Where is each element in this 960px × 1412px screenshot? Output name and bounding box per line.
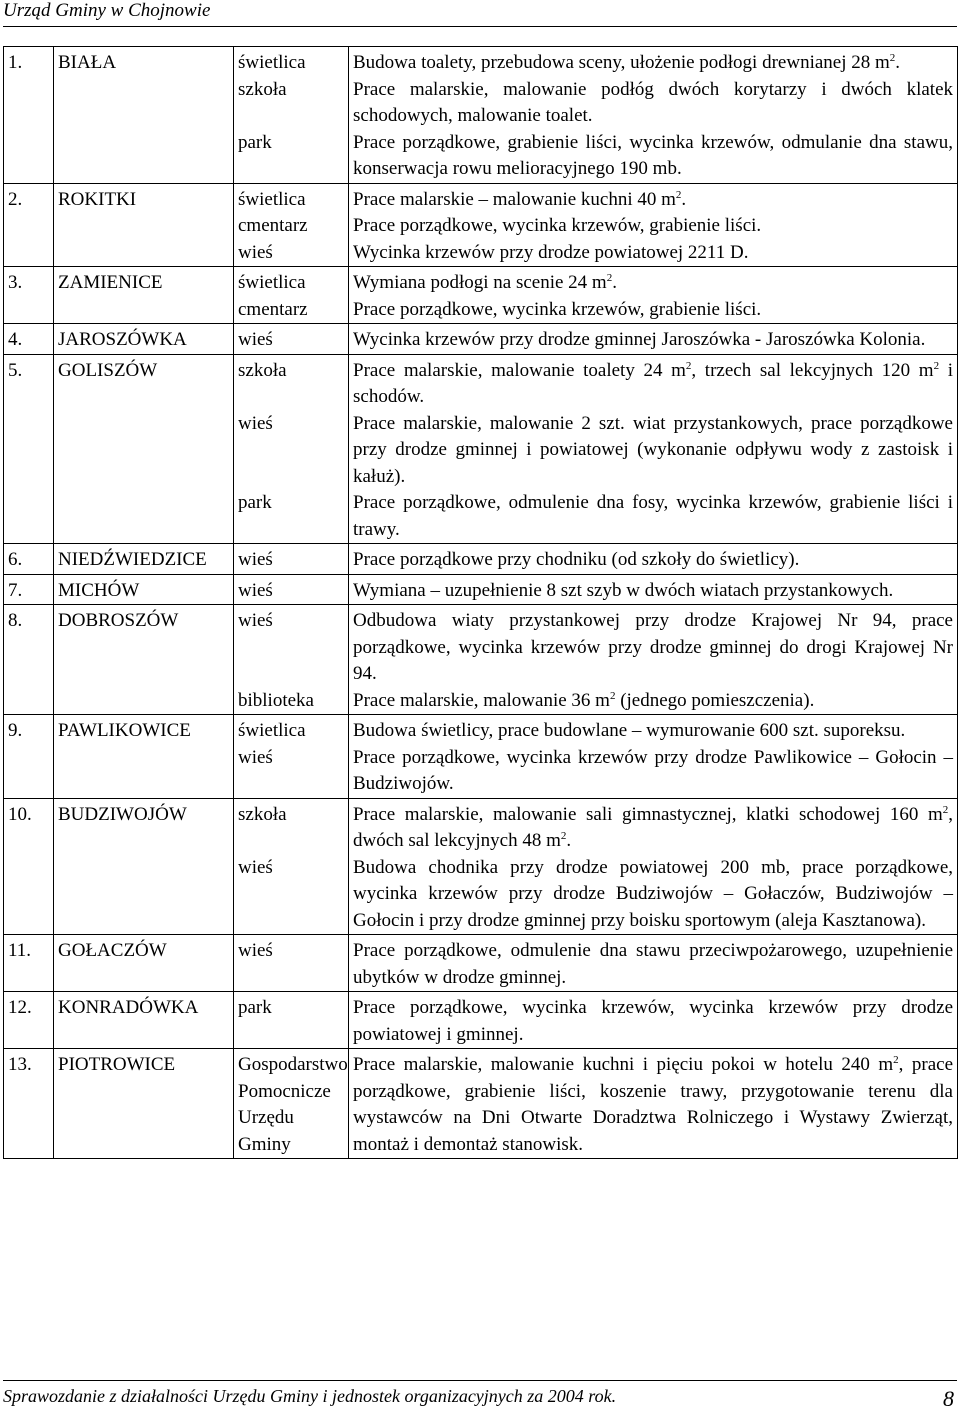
work-description [349,297,958,324]
superscript: 2 [609,689,616,702]
row-number [4,688,54,715]
row-number: 10. [4,798,54,855]
table-row [4,130,958,184]
description-text: Prace porządkowe, wycinka krzewów przy drodze Pawlikowice – Gołocin – Budziwojów. [353,746,953,794]
row-number [4,213,54,240]
table-row [4,574,958,605]
work-description [349,324,958,355]
village-name: KONRADÓWKA [54,992,234,1049]
object-type: świetlica [234,183,349,213]
description-text: Prace malarskie, malowanie toalety 24 m [353,359,686,381]
object-type: szkoła [234,354,349,411]
table-row [4,47,958,77]
work-description [349,715,958,745]
village-name [54,745,234,799]
village-name: BUDZIWOJÓW [54,798,234,855]
village-name: DOBROSZÓW [54,605,234,688]
work-description [349,605,958,688]
table-row [4,935,958,992]
work-description [349,574,958,605]
description-text-cont: i schodów. [353,359,954,407]
description-text: Prace porządkowe, wycinka krzewów, wycinka krzewów przy drodze powiatowej i gminnej. [353,997,953,1045]
description-text: Wymiana podłogi na scenie 24 m [353,272,607,293]
description-text: Prace porządkowe, wycinka krzewów, grabienie liści. [353,298,762,320]
village-name [54,411,234,491]
superscript: 2 [560,830,567,842]
superscript: 2 [685,359,692,372]
row-number: 7. [4,574,54,605]
description-text-cont: , dwóch sal lekcyjnych 48 m [353,803,953,851]
description-text: Prace malarskie, malowanie sali gimnastycznej, klatki schodowej 160 m [353,803,943,825]
table-row [4,605,958,688]
object-type: wieś [234,324,349,355]
work-description [349,411,958,491]
description-text: Budowa toalety, przebudowa sceny, ułożenie podłogi drewnianej 28 m [353,52,890,73]
village-name: BIAŁA [54,47,234,77]
object-type: wieś [234,240,349,267]
row-number [4,855,54,935]
object-type: szkoła [234,798,349,855]
row-number: 1. [4,47,54,77]
row-number [4,297,54,324]
superscript: 2 [675,188,682,201]
description-text: Odbudowa wiaty przystankowej przy drodze Krajowej Nr 94, prace porządkowe, wycinka krzewów przy drodze gminnej do drogi Krajowej Nr 94. [353,610,953,684]
row-number: 9. [4,715,54,745]
row-number [4,130,54,184]
row-number [4,77,54,130]
work-description [349,1049,958,1159]
description-text: Budowa świetlicy, prace budowlane – wymurowanie 600 szt. suporeksu. [353,720,906,741]
description-text: Prace malarskie, malowanie 36 m [353,689,610,711]
object-type: Gospodarstwo Pomocnicze Urzędu Gminy [234,1049,349,1159]
village-name [54,688,234,715]
description-text-cont: . [895,52,901,73]
table-row [4,855,958,935]
table-row [4,992,958,1049]
object-type: świetlica [234,47,349,77]
row-number: 13. [4,1049,54,1159]
work-description [349,183,958,213]
table-row [4,411,958,491]
description-text-cont: (jednego pomieszczenia). [615,689,815,711]
work-description [349,130,958,184]
row-number [4,240,54,267]
work-description [349,992,958,1049]
row-number: 4. [4,324,54,355]
table-row [4,324,958,355]
row-number: 3. [4,267,54,297]
work-description [349,544,958,575]
work-description [349,688,958,715]
table-row [4,354,958,411]
village-name [54,297,234,324]
superscript: 2 [942,803,949,816]
superscript: 2 [606,272,613,284]
object-type: wieś [234,544,349,575]
village-name [54,77,234,130]
object-type: świetlica [234,715,349,745]
object-type: cmentarz [234,297,349,324]
table-row [4,715,958,745]
village-name: ZAMIENICE [54,267,234,297]
works-table [3,46,958,1159]
object-type: wieś [234,855,349,935]
village-name: MICHÓW [54,574,234,605]
row-number: 11. [4,935,54,992]
work-description [349,267,958,297]
work-description [349,935,958,992]
work-description [349,47,958,77]
table-row [4,798,958,855]
object-type: szkoła [234,77,349,130]
village-name [54,240,234,267]
page-number: 8 [943,1386,954,1411]
object-type: wieś [234,605,349,688]
work-description [349,213,958,240]
village-name: ROKITKI [54,183,234,213]
village-name [54,855,234,935]
work-description [349,490,958,544]
superscript: 2 [933,359,940,372]
object-type: cmentarz [234,213,349,240]
superscript: 2 [889,52,896,64]
village-name: JAROSZÓWKA [54,324,234,355]
description-text: Budowa chodnika przy drodze powiatowej 200 mb, prace porządkowe, wycinka krzewów przy drodze Budziwojów – Gołaczów, Budziwojów – Gołocin i przy drodze gminnej przy boisku sportowym (aleja Kasztanowa). [353,856,953,931]
village-name [54,490,234,544]
work-description [349,745,958,799]
table-row [4,213,958,240]
description-text: Prace porządkowe, grabienie liści, wycinka krzewów, odmulanie dna stawu, konserwacja rowu melioracyjnego 190 mb. [353,131,953,179]
object-type: wieś [234,411,349,491]
page-header-title: Urząd Gminy w Chojnowie [3,0,211,21]
description-text: Prace porządkowe przy chodniku (od szkoły do świetlicy). [353,549,800,570]
village-name: GOŁACZÓW [54,935,234,992]
table-row [4,490,958,544]
village-name: PIOTROWICE [54,1049,234,1159]
village-name: PAWLIKOWICE [54,715,234,745]
row-number [4,745,54,799]
description-text: Prace malarskie, malowanie 2 szt. wiat przystankowych, prace porządkowe przy drodze gminnej i powiatowej (wykonanie odpływu wody z zastoisk i kałuż). [353,412,953,487]
row-number [4,411,54,491]
description-text: Prace porządkowe, odmulenie dna stawu przeciwpożarowego, uzupełnienie ubytków w drodze gminnej. [353,940,953,988]
object-type: park [234,992,349,1049]
table-row [4,183,958,213]
description-text-cont: . [566,830,572,851]
table-row [4,688,958,715]
description-text-cont: , prace porządkowe, grabienie liści, koszenie trawy, przygotowanie terenu dla wystawców na Dni Otwarte Doradztwa Rolniczego i Wystawy Zwierząt, montaż i demontaż stanowisk. [353,1054,953,1155]
object-type: park [234,490,349,544]
footer-rule [3,1380,957,1381]
village-name [54,130,234,184]
row-number: 6. [4,544,54,575]
description-text: Prace porządkowe, wycinka krzewów, grabienie liści. [353,215,762,236]
description-text: Wymiana – uzupełnienie 8 szt szyb w dwóch wiatach przystankowych. [353,579,894,601]
table-row [4,77,958,130]
table-row [4,745,958,799]
work-description [349,798,958,855]
object-type: wieś [234,935,349,992]
table-row [4,297,958,324]
superscript: 2 [893,1054,899,1066]
description-text-cont: . [681,188,687,210]
work-description [349,77,958,130]
object-type: wieś [234,574,349,605]
work-description [349,855,958,935]
row-number: 2. [4,183,54,213]
table-row [4,1049,958,1159]
header-rule [3,26,957,27]
object-type: biblioteka [234,688,349,715]
description-text-cont: . [612,272,617,293]
work-description [349,354,958,411]
village-name: GOLISZÓW [54,354,234,411]
footer-text: Sprawozdanie z działalności Urzędu Gminy i jednostek organizacyjnych za 2004 rok. [3,1386,617,1406]
works-table-body [4,47,958,1159]
table-row [4,240,958,267]
description-text: Wycinka krzewów przy drodze gminnej Jaroszówka - Jaroszówka Kolonia. [353,329,926,350]
description-text: Wycinka krzewów przy drodze powiatowej 2211 D. [353,241,749,263]
village-name: NIEDŹWIEDZICE [54,544,234,575]
object-type: świetlica [234,267,349,297]
village-name [54,213,234,240]
row-number: 12. [4,992,54,1049]
description-text: Prace malarskie, malowanie podłóg dwóch korytarzy i dwóch klatek schodowych, malowanie toalet. [353,78,953,126]
description-text: Prace malarskie, malowanie kuchni i pięciu pokoi w hotelu 240 m [353,1054,894,1075]
row-number: 8. [4,605,54,688]
row-number: 5. [4,354,54,411]
table-row [4,267,958,297]
object-type: park [234,130,349,184]
description-text-cont: , trzech sal lekcyjnych 120 m [691,359,934,381]
description-text: Prace porządkowe, odmulenie dna fosy, wycinka krzewów, grabienie liści i trawy. [353,492,953,540]
table-row [4,544,958,575]
object-type: wieś [234,745,349,799]
description-text: Prace malarskie – malowanie kuchni 40 m [353,188,676,210]
row-number [4,490,54,544]
work-description [349,240,958,267]
